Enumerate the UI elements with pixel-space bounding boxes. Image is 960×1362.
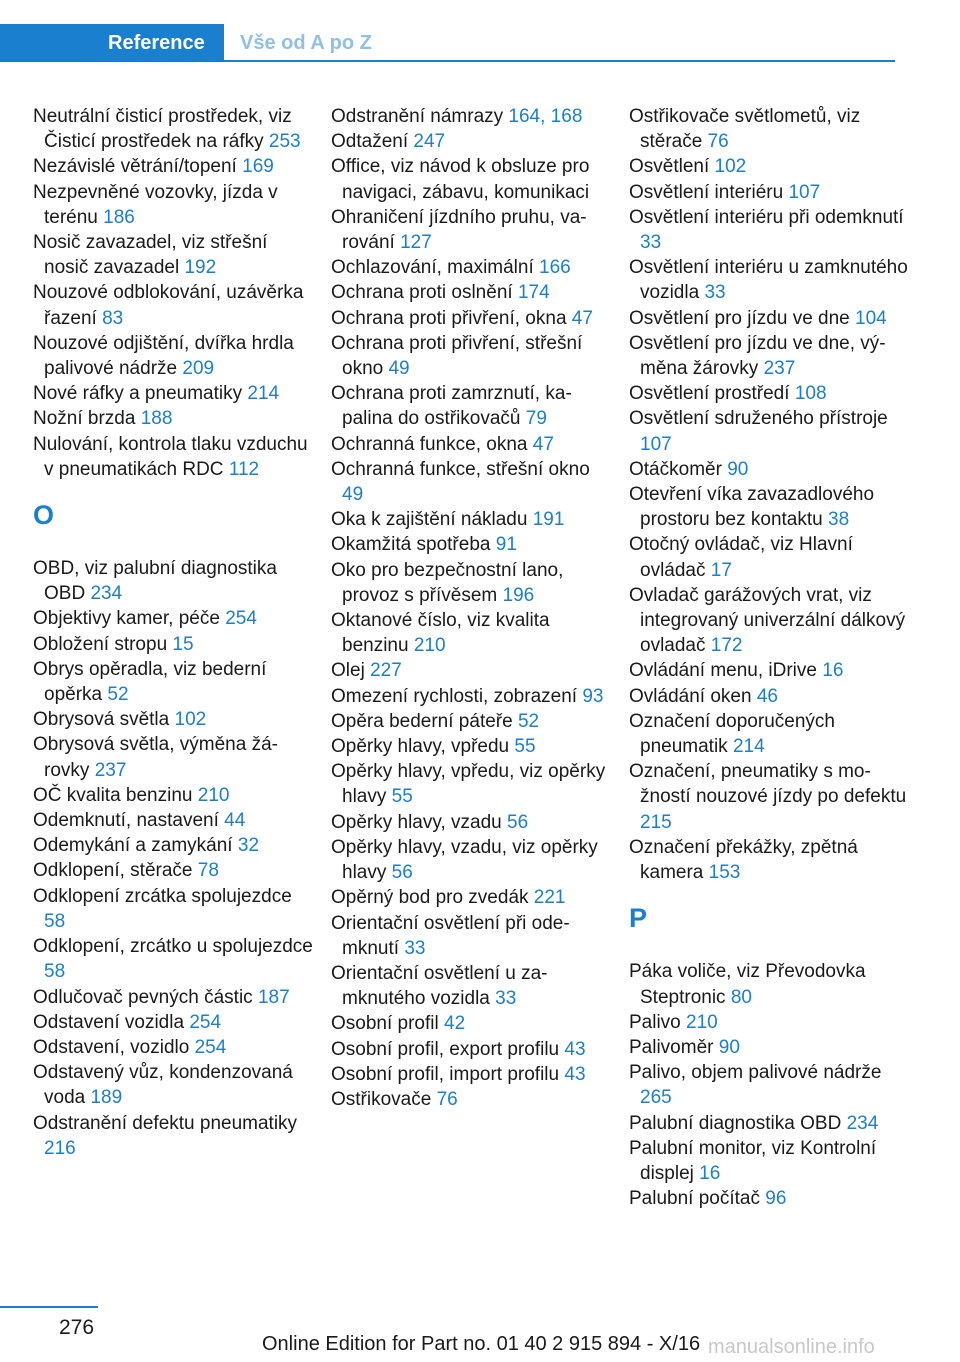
entry-text: Ostřikovače světlometů, viz stěrače: [629, 106, 861, 153]
index-entry: [331, 709, 611, 734]
entry-text: Odstranění defektu pneumatiky: [33, 1112, 298, 1134]
index-entry: [331, 1037, 611, 1062]
index-entry: [629, 154, 909, 179]
entry-text: Osvětlení interiéru při odemknutí: [629, 206, 904, 228]
index-entry: [331, 432, 611, 457]
index-entry: [33, 808, 313, 833]
page-reference-link[interactable]: 234: [846, 1112, 879, 1134]
entry-text: Obrys opěradla, viz bederní opěrka: [33, 658, 267, 706]
index-entry: [629, 583, 909, 659]
page-reference-link[interactable]: 16: [699, 1162, 721, 1184]
index-entry: [331, 129, 611, 154]
entry-text: Ochranná funkce, okna: [331, 433, 528, 455]
entry-text: Ovládání menu, iDrive: [629, 660, 817, 682]
index-entry: [629, 1186, 909, 1211]
index-entry: [331, 255, 611, 280]
page-reference-link[interactable]: 166: [539, 257, 571, 279]
page-reference-link[interactable]: 33: [640, 232, 662, 254]
page-reference-link[interactable]: 33: [495, 988, 517, 1010]
page-reference-link[interactable]: 47: [532, 433, 554, 455]
entry-text: Označení doporučených pneumatik: [629, 710, 835, 758]
entry-text: Opěrný bod pro zvedák: [331, 887, 529, 909]
entry-text: Nové ráfky a pneumatiky: [33, 383, 243, 405]
index-entry: [629, 255, 909, 305]
page-reference-link[interactable]: 78: [197, 860, 219, 882]
index-entry: [33, 783, 313, 808]
footer-divider: [0, 1306, 98, 1308]
entry-text: Opěrky hlavy, vzadu: [331, 811, 502, 833]
index-entry: [33, 1060, 313, 1110]
index-entry: [33, 732, 313, 782]
entry-text: Otevření víka zavazadlového prostoru bez kontaktu: [629, 484, 875, 531]
index-entry: [33, 154, 313, 179]
page-reference-link[interactable]: 102: [174, 709, 207, 731]
page-reference-link[interactable]: 58: [44, 910, 66, 932]
index-entry: [33, 884, 313, 934]
entry-text: Ochlazování, maximální: [331, 257, 534, 279]
page-reference-link[interactable]: 112: [228, 458, 260, 480]
entry-text: Osvětlení sdruženého přístroje: [629, 408, 888, 430]
index-entry: [629, 482, 909, 532]
page-reference-link[interactable]: 90: [727, 458, 749, 480]
page-reference-link[interactable]: 79: [525, 408, 547, 430]
index-entry: [331, 684, 611, 709]
page-reference-link[interactable]: 80: [730, 986, 752, 1008]
page-reference-link[interactable]: 215: [640, 811, 672, 833]
page-reference-link[interactable]: 52: [517, 710, 540, 732]
entry-text: Označení, pneumatiky s možností nouzové jízdy po defektu: [629, 761, 907, 808]
index-column-3: [629, 104, 909, 1211]
page-reference-link[interactable]: 33: [404, 937, 426, 959]
entry-text: Odklopení zrcátka spolujezdce: [33, 885, 292, 907]
index-entry: [33, 180, 313, 230]
index-entry: [331, 381, 611, 431]
page-reference-link[interactable]: 234: [90, 583, 123, 605]
index-entry: [331, 306, 611, 331]
index-entry: [629, 1060, 909, 1110]
entry-text: Osvětlení interiéru u zamknutého vozidla: [629, 257, 908, 304]
page-reference-link[interactable]: 153: [708, 862, 741, 884]
page-reference-link[interactable]: 253: [268, 131, 301, 153]
index-entry: [33, 230, 313, 280]
index-column-2: [331, 104, 611, 1112]
entry-text: Nulování, kontrola tlaku vzduchu v pneumatikách RDC: [33, 433, 308, 480]
watermark: manualsonline.info: [708, 1336, 875, 1358]
entry-text: Nezávislé větrání/topení: [33, 156, 237, 178]
index-entry: [33, 1035, 313, 1060]
section-letter: O: [33, 500, 55, 531]
page-reference-link[interactable]: 55: [391, 786, 413, 808]
index-entry: [33, 934, 313, 984]
index-entry: [629, 1136, 909, 1186]
page-reference-link[interactable]: 52: [107, 684, 129, 706]
page-reference-link[interactable]: 47: [571, 307, 593, 329]
page-reference-link[interactable]: 187: [257, 986, 290, 1008]
index-entry: [629, 331, 909, 381]
entry-text: Odklopení, stěrače: [33, 860, 193, 882]
page-reference-link[interactable]: 227: [370, 660, 402, 682]
page-reference-link[interactable]: 56: [391, 862, 413, 884]
entry-text: Odtažení: [331, 131, 409, 153]
entry-text: Osvětlení prostředí: [629, 383, 790, 405]
entry-text: Okamžitá spotřeba: [331, 534, 491, 556]
entry-text: Nosič zavazadel, viz střešní nosič zavazadel: [33, 232, 268, 279]
index-entry: [629, 759, 909, 835]
entry-text: Osobní profil, export profilu: [331, 1038, 560, 1060]
index-entry: [331, 734, 611, 759]
page-reference-link[interactable]: 83: [102, 307, 124, 329]
page-reference-link[interactable]: 237: [763, 358, 796, 380]
index-entry: [629, 1010, 909, 1035]
section-letter: P: [629, 903, 648, 934]
entry-text: Odstranění námrazy: [331, 106, 504, 127]
page-reference-link[interactable]: 196: [502, 584, 535, 606]
page-reference-link[interactable]: 172: [710, 635, 743, 657]
page-reference-link[interactable]: 55: [514, 736, 536, 758]
edition-text: Online Edition for Part no. 01 40 2 915 894 - X/16: [262, 1333, 701, 1355]
page-reference-link[interactable]: 210: [197, 784, 230, 806]
page-reference-link[interactable]: 93: [582, 685, 604, 707]
entry-text: Oktanové číslo, viz kvalita benzinu: [331, 610, 550, 657]
page-number: 276: [59, 1316, 95, 1339]
page-reference-link[interactable]: 186: [103, 206, 135, 228]
entry-text: Orientační osvětlení při odemknutí: [331, 912, 570, 959]
entry-text: Office, viz návod k obsluze pro navigaci, zábavu, komunikaci: [331, 156, 590, 203]
entry-text: OČ kvalita benzinu: [33, 784, 193, 806]
tab-reference[interactable]: Reference: [0, 24, 224, 62]
page-reference-link[interactable]: 96: [765, 1188, 787, 1210]
entry-text: Nožní brzda: [33, 408, 136, 430]
index-entry: [331, 331, 611, 381]
page-reference-link[interactable]: 254: [189, 1011, 222, 1033]
index-entry: [33, 556, 313, 606]
entry-text: Ovládání oken: [629, 685, 752, 707]
page-reference-link[interactable]: 107: [788, 181, 821, 203]
page-reference-link[interactable]: 104: [855, 307, 887, 329]
page-reference-link[interactable]: 58: [44, 961, 66, 983]
entry-text: Ochrana proti zamrznutí, kapalina do ostřikovačů: [331, 383, 572, 430]
entry-text: Obrysová světla: [33, 709, 170, 731]
page-reference-link[interactable]: 210: [686, 1011, 718, 1033]
page-reference-link[interactable]: 107: [640, 433, 672, 455]
index-entry: [331, 104, 611, 129]
index-entry: [331, 1011, 611, 1036]
page-reference-link[interactable]: 56: [507, 811, 529, 833]
entry-text: Odlučovač pevných částic: [33, 986, 253, 1008]
tab-vse-od-a-po-z[interactable]: Vše od A po Z: [240, 32, 372, 54]
entry-text: Oka k zajištění nákladu: [331, 509, 528, 531]
page-reference-link[interactable]: 33: [704, 282, 726, 304]
index-entry: [629, 709, 909, 759]
index-entry: [331, 1062, 611, 1087]
index-entry: [629, 684, 909, 709]
entry-text: Ohraničení jízdního pruhu, varování: [331, 206, 587, 254]
index-entry: [331, 1087, 611, 1112]
index-entry: [33, 657, 313, 707]
page-reference-link[interactable]: 127: [400, 232, 432, 254]
index-entry: [33, 1010, 313, 1035]
index-entry: [33, 381, 313, 406]
index-entry: [33, 280, 313, 330]
entry-text: Palivo: [629, 1011, 681, 1033]
entry-text: Oko pro bezpečnostní lano, provoz s přívěsem: [331, 559, 564, 606]
page-reference-link[interactable]: 32: [237, 835, 260, 857]
index-entry: [331, 885, 611, 910]
page-reference-link[interactable]: 214: [732, 736, 765, 758]
index-entry: [33, 707, 313, 732]
index-column-1: [33, 104, 313, 1161]
entry-text: Odstavený vůz, kondenzovaná voda: [33, 1062, 293, 1109]
entry-text: Opěrky hlavy, vpředu, viz opěrky hlavy: [331, 761, 606, 808]
index-entry: [331, 759, 611, 809]
entry-text: Ochrana proti přivření, okna: [331, 307, 567, 329]
entry-text: Orientační osvětlení u zamknutého vozidla: [331, 962, 548, 1010]
index-entry: [629, 457, 909, 482]
entry-text: Neutrální čisticí prostředek, viz Čisticí prostředek na ráfky: [33, 106, 292, 153]
index-entry: [33, 606, 313, 631]
entry-text: Odklopení, zrcátko u spolujezdce: [33, 936, 313, 958]
page-reference-link[interactable]: 108: [794, 383, 827, 405]
page-reference-link[interactable]: 237: [94, 759, 127, 781]
entry-text: Otáčkoměr: [629, 458, 722, 480]
page-header: [0, 0, 895, 62]
entry-text: Palubní počítač: [629, 1188, 760, 1210]
page-reference-link[interactable]: 91: [495, 534, 517, 556]
page-reference-link[interactable]: 17: [710, 559, 732, 581]
page-reference-link[interactable]: 76: [707, 131, 729, 153]
index-entry: [331, 961, 611, 1011]
entry-text: Ovladač garážových vrat, viz integrovaný univerzální dálkový ovladač: [629, 584, 906, 657]
entry-text: OBD, viz palubní diagnostika OBD: [33, 558, 277, 605]
index-entry: [331, 532, 611, 557]
entry-text: Omezení rychlosti, zobrazení: [331, 685, 578, 707]
index-entry: [33, 985, 313, 1010]
page-reference-link[interactable]: 90: [718, 1036, 740, 1058]
index-entry: [629, 532, 909, 582]
page-reference-link[interactable]: 221: [533, 887, 566, 909]
page-reference-link[interactable]: 209: [182, 358, 215, 380]
index-entry: [331, 457, 611, 507]
index-entry: [629, 180, 909, 205]
page-reference-link[interactable]: 46: [756, 685, 778, 707]
entry-text: Olej: [331, 660, 365, 682]
index-entry: [629, 205, 909, 255]
entry-text: Osvětlení: [629, 156, 710, 178]
page-reference-link[interactable]: 254: [194, 1036, 227, 1058]
page-reference-link[interactable]: 254: [225, 608, 257, 630]
index-entry: [33, 104, 313, 154]
index-entry: [629, 306, 909, 331]
entry-text: Odstavení, vozidlo: [33, 1036, 190, 1058]
index-entry: [331, 558, 611, 608]
entry-text: Opěrky hlavy, vzadu, viz opěrky hlavy: [331, 836, 598, 884]
index-entry: [33, 833, 313, 858]
index-entry: [331, 835, 611, 885]
page-reference-link[interactable]: 44: [224, 810, 246, 832]
page-reference-link[interactable]: 49: [342, 484, 364, 506]
entry-text: Obrysová světla, výměna žárovky: [33, 734, 278, 781]
entry-text: Objektivy kamer, péče: [33, 608, 220, 630]
page-reference-link[interactable]: 16: [822, 660, 844, 682]
entry-text: Palivoměr: [629, 1036, 714, 1058]
entry-text: Označení překážky, zpětná kamera: [629, 836, 858, 884]
page-reference-link[interactable]: 174: [517, 282, 550, 304]
index-entry: [33, 1111, 313, 1161]
entry-text: Odemykání a zamykání: [33, 835, 233, 857]
index-entry: [33, 432, 313, 482]
index-entry: [629, 406, 909, 456]
page-reference-link[interactable]: 247: [413, 131, 446, 153]
index-entry: [33, 858, 313, 883]
page-reference-link[interactable]: 102: [714, 156, 747, 178]
page-reference-link[interactable]: 189: [90, 1087, 123, 1109]
page-reference-link[interactable]: 169: [242, 156, 274, 178]
entry-text: Osvětlení pro jízdu ve dne, výměna žárovky: [629, 332, 886, 380]
entry-text: Opěrky hlavy, vpředu: [331, 736, 510, 758]
entry-text: Osvětlení pro jízdu ve dne: [629, 307, 850, 329]
index-entry: [331, 154, 611, 204]
index-entry: [331, 608, 611, 658]
page-reference-link[interactable]: 38: [828, 509, 850, 531]
entry-text: Odemknutí, nastavení: [33, 810, 219, 832]
page-reference-link[interactable]: 191: [532, 509, 565, 531]
entry-text: Otočný ovládač, viz Hlavní ovládač: [629, 534, 853, 581]
entry-text: Obložení stropu: [33, 633, 168, 655]
page-reference-link[interactable]: 214: [247, 383, 280, 405]
page-reference-link[interactable]: 49: [388, 358, 410, 380]
index-entry: [331, 911, 611, 961]
entry-text: Palubní diagnostika OBD: [629, 1112, 842, 1134]
page-reference-link[interactable]: 43: [564, 1038, 586, 1060]
page-reference-link[interactable]: 216: [44, 1137, 76, 1159]
page-reference-link[interactable]: 265: [640, 1087, 672, 1109]
index-entry: [629, 381, 909, 406]
entry-text: Osvětlení interiéru: [629, 181, 784, 203]
index-entry: [629, 959, 909, 1009]
index-entry: [33, 632, 313, 657]
index-entry: [629, 1035, 909, 1060]
index-entry: [331, 507, 611, 532]
index-entry: [33, 331, 313, 381]
entry-text: Opěra bederní páteře: [331, 710, 513, 732]
header-divider: [224, 60, 895, 62]
entry-text: Nezpevněné vozovky, jízda v terénu: [33, 181, 278, 228]
page-reference-link[interactable]: 210: [413, 635, 446, 657]
index-entry: [629, 835, 909, 885]
index-entry: [629, 1111, 909, 1136]
entry-text: Ochranná funkce, střešní okno: [331, 458, 590, 480]
index-entry: [331, 658, 611, 683]
entry-text: Páka voliče, viz Převodovka Steptronic: [629, 961, 866, 1008]
entry-text: Osobní profil, import profilu: [331, 1063, 560, 1085]
entry-text: Osobní profil: [331, 1013, 439, 1035]
entry-text: Nouzové odblokování, uzávěrka řazení: [33, 282, 304, 329]
index-entry: [331, 280, 611, 305]
entry-text: Palubní monitor, viz Kontrolní displej: [629, 1137, 877, 1184]
entry-text: Ochrana proti přivření, střešní okno: [331, 332, 583, 380]
entry-text: Ostřikovače: [331, 1088, 432, 1110]
entry-text: Nouzové odjištění, dvířka hrdla palivové nádrže: [33, 332, 294, 380]
page-reference-link[interactable]: 188: [140, 408, 173, 430]
index-entry: [33, 406, 313, 431]
index-entry: [331, 205, 611, 255]
page-reference-link[interactable]: 164, 168: [508, 106, 583, 127]
entry-text: Ochrana proti oslnění: [331, 282, 513, 304]
entry-text: Odstavení vozidla: [33, 1011, 185, 1033]
page-reference-link[interactable]: 192: [184, 257, 217, 279]
page-reference-link[interactable]: 15: [172, 633, 194, 655]
index-entry: [331, 810, 611, 835]
page-reference-link[interactable]: 43: [564, 1063, 586, 1085]
page-reference-link[interactable]: 42: [444, 1013, 466, 1035]
index-entry: [629, 104, 909, 154]
index-entry: [629, 658, 909, 683]
entry-text: Palivo, objem palivové nádrže: [629, 1062, 882, 1084]
page-reference-link[interactable]: 76: [436, 1088, 458, 1110]
